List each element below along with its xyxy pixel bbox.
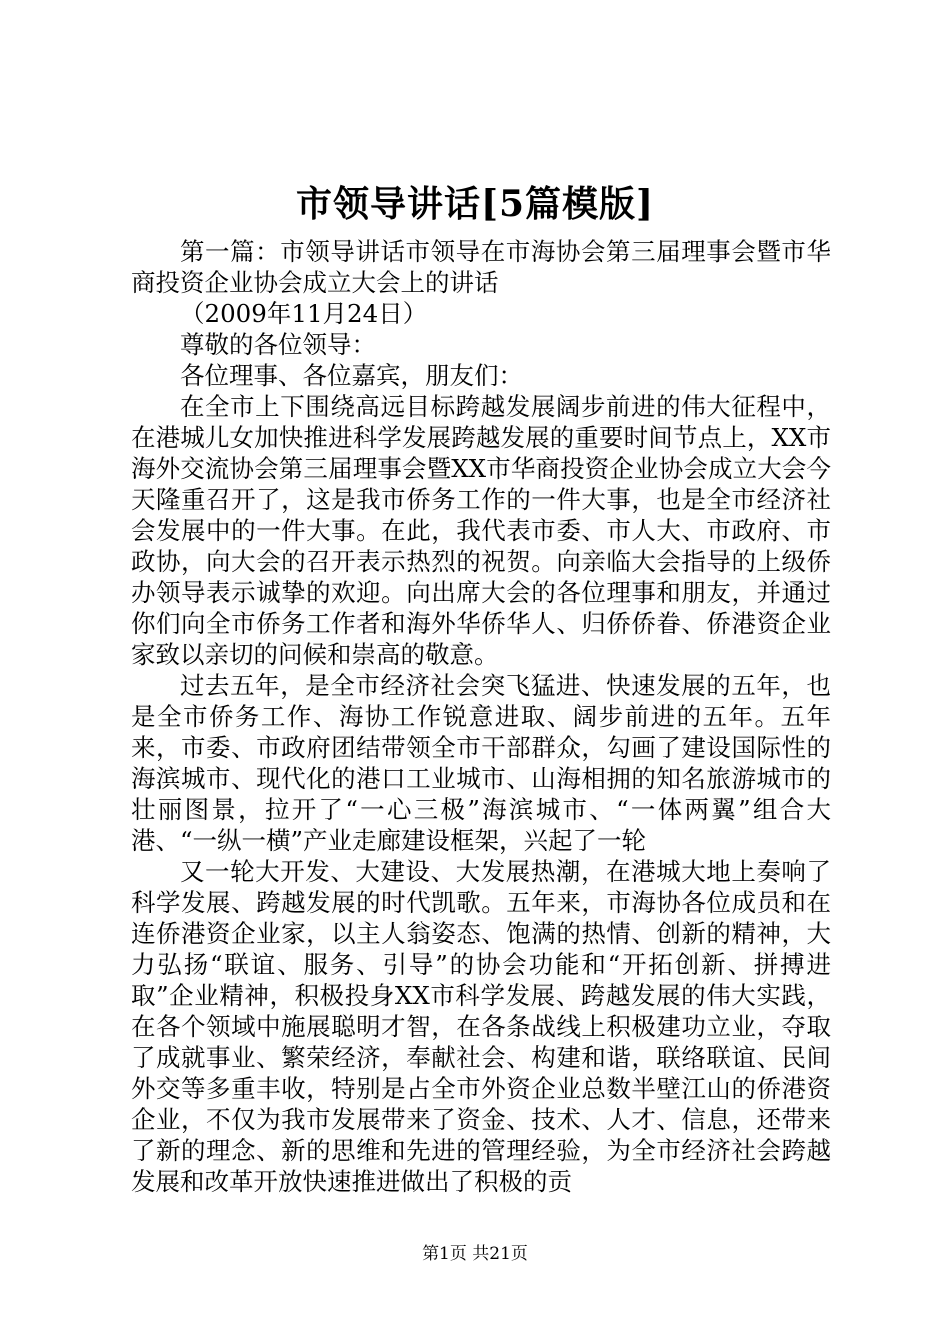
paragraph-salutation: 尊敬的各位领导： bbox=[180, 330, 376, 359]
document-body bbox=[131, 236, 831, 1197]
paragraph-date: （2009年11月24日） bbox=[180, 299, 428, 328]
page-number-footer: 第1页 共21页 bbox=[422, 1244, 528, 1264]
paragraph-greeting: 各位理事、各位嘉宾，朋友们： bbox=[180, 361, 523, 390]
paragraph-body: 在全市上下围绕高远目标跨越发展阔步前进的伟大征程中，在港城儿女加快推进科学发展跨越发展的重要时间节点上，XX市海外交流协会第三届理事会暨XX市华商投资企业协会成立大会今天隆重召开了，这是我市侨务工作的一件大事，也是全市经济社会发展中的一件大事。在此，我代表市委、市人大、市政府、市政协，向大会的召开表示热烈的祝贺。向亲临大会指导的上级侨办领导表示诚挚的欢迎。向出席大会的各位理事和朋友，并通过你们向全市侨务工作者和海外华侨华人、归侨侨眷、侨港资企业家致以亲切的问候和崇高的敬意。 bbox=[131, 392, 831, 669]
paragraph-heading: 第一篇：市领导讲话市领导在市海协会第三届理事会暨市华商投资企业协会成立大会上的讲话 bbox=[131, 237, 831, 297]
paragraph-body: 又一轮大开发、大建设、大发展热潮，在港城大地上奏响了科学发展、跨越发展的时代凯歌。五年来，市海协各位成员和在连侨港资企业家，以主人翁姿态、饱满的热情、创新的精神，大力弘扬“联谊、服务、引导”的协会功能和“开拓创新、拼搏进取”企业精神，积极投身XX市科学发展、跨越发展的伟大实践，在各个领域中施展聪明才智，在各条战线上积极建功立业，夺取了成就事业、繁荣经济，奉献社会、构建和谐，联络联谊、民间外交等多重丰收，特别是占全市外资企业总数半壁江山的侨港资企业，不仅为我市发展带来了资金、技术、人才、信息，还带来了新的理念、新的思维和先进的管理经验，为全市经济社会跨越发展和改革开放快速推进做出了积极的贡 bbox=[131, 857, 831, 1196]
paragraph-body: 过去五年，是全市经济社会突飞猛进、快速发展的五年，也是全市侨务工作、海协工作锐意进取、阔步前进的五年。五年来，市委、市政府团结带领全市干部群众，勾画了建设国际性的海滨城市、现代化的港口工业城市、山海相拥的知名旅游城市的壮丽图景，拉开了“一心三极”海滨城市、“一体两翼”组合大港、“一纵一横”产业走廊建设框架，兴起了一轮 bbox=[131, 671, 831, 855]
document-title: 市领导讲话[5篇模版] bbox=[295, 183, 655, 225]
